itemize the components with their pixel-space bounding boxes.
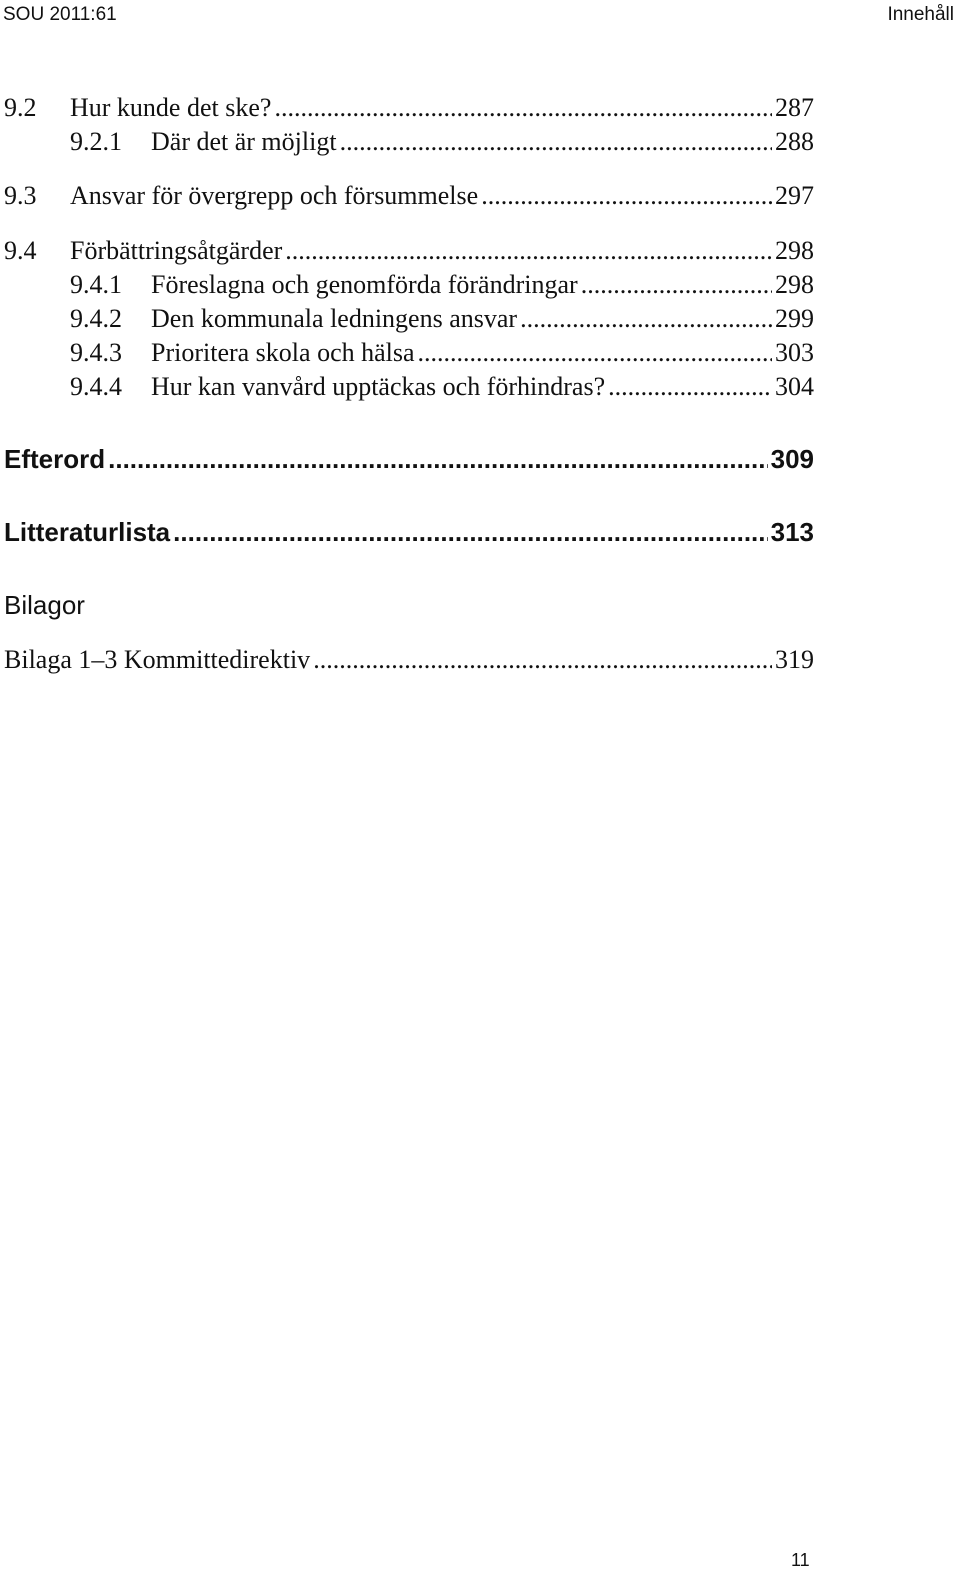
toc-entry-page: 288 [775,127,814,156]
toc-entry-9-4-2[interactable] [4,303,814,335]
page-number: 11 [791,1550,810,1570]
toc-entry-page: 287 [775,93,814,122]
toc-entry-title: Den kommunala ledningens ansvar [151,304,518,333]
toc-entry-number: 9.4.1 [70,270,122,299]
toc-dot-leader [481,180,772,212]
toc-entry-9-4[interactable] [4,235,814,267]
toc-entry-title: Ansvar för övergrepp och försummelse [70,181,479,210]
toc-dot-leader [313,644,772,676]
toc-entry-page: 304 [775,372,814,401]
toc-entry-page: 297 [775,181,814,210]
toc-entry-title: Föreslagna och genomförda förändringar [151,270,578,299]
toc-entry-bilaga[interactable] [4,644,814,676]
toc-dot-leader [285,235,772,267]
toc-entry-number: 9.4.4 [70,372,122,401]
bilagor-heading: Bilagor [4,590,85,620]
toc-entry-number: 9.2.1 [70,127,122,156]
toc-entry-title: Där det är möjligt [151,127,337,156]
toc-dot-leader [608,371,772,403]
toc-entry-9-4-1[interactable] [4,269,814,301]
running-header-left: SOU 2011:61 [3,4,117,25]
toc-entry-title: Bilaga 1–3 Kommittedirektiv [4,645,311,674]
toc-dot-leader [274,92,772,124]
toc-entry-page: 313 [770,517,814,547]
toc-entry-title: Prioritera skola och hälsa [151,338,415,367]
toc-entry-title: Förbättringsåtgärder [70,236,283,265]
toc-entry-page: 303 [775,338,814,367]
toc-entry-page: 298 [775,270,814,299]
toc-entry-title: Hur kan vanvård upptäckas och förhindras? [151,372,606,401]
toc-entry-number: 9.4.2 [70,304,122,333]
toc-entry-9-4-4[interactable] [4,371,814,403]
toc-entry-litteraturlista[interactable] [4,516,814,548]
toc-entry-9-4-3[interactable] [4,337,814,369]
toc-entry-page: 319 [775,645,814,674]
toc-entry-title: Efterord [4,444,106,474]
running-header-right: Innehåll [887,4,954,25]
toc-dot-leader [108,443,767,475]
toc-dot-leader [418,337,772,369]
toc-entry-efterord[interactable] [4,443,814,475]
toc-entry-page: 298 [775,236,814,265]
toc-entry-number: 9.3 [4,181,37,210]
toc-dot-leader [581,269,772,301]
toc-entry-9-2-1[interactable] [4,126,814,158]
toc-entry-9-3[interactable] [4,180,814,212]
toc-entry-title: Litteraturlista [4,517,171,547]
toc-entry-page: 299 [775,304,814,333]
toc-entry-number: 9.2 [4,93,37,122]
toc-entry-title: Hur kunde det ske? [70,93,272,122]
toc-dot-leader [520,303,772,335]
toc-entry-number: 9.4 [4,236,37,265]
toc-entry-number: 9.4.3 [70,338,122,367]
toc-dot-leader [340,126,772,158]
toc-dot-leader [173,516,767,548]
toc-entry-page: 309 [770,444,814,474]
toc-entry-9-2[interactable] [4,92,814,124]
